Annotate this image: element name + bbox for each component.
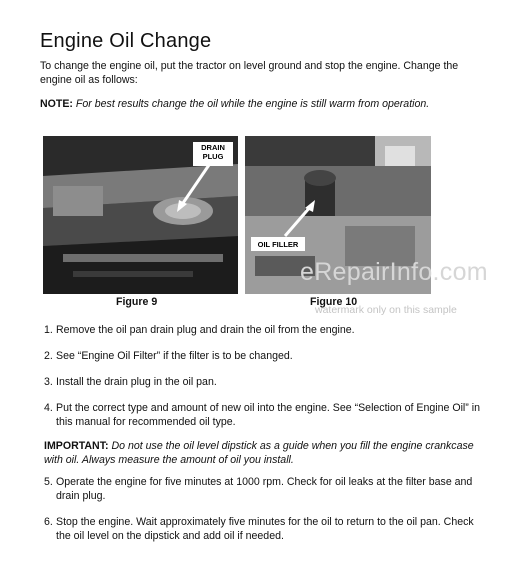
watermark-brand: eRepairInfo.com [300, 258, 488, 286]
step-item [44, 516, 484, 543]
step-number: 6. [44, 516, 53, 528]
step-item [44, 376, 484, 390]
step-item [44, 324, 484, 338]
step-text: See “Engine Oil Filter” if the filter is to be changed. [56, 350, 293, 362]
step-item [44, 350, 484, 364]
figure-9-caption: Figure 9 [116, 296, 158, 308]
step-number: 3. [44, 376, 53, 388]
note-paragraph [40, 98, 490, 112]
step-text: Put the correct type and amount of new oil into the engine. See “Selection of Engine Oil” in this manual for recommended oil type. [56, 402, 481, 428]
important-text: Do not use the oil level dipstick as a guide when you fill the engine crankcase with oil. Always measure the amount of oil you install. [44, 440, 474, 466]
figure-10-caption: Figure 10 [310, 296, 358, 308]
oil-filler-callout: OIL FILLER [257, 240, 299, 249]
step-number: 4. [44, 402, 53, 414]
step-number: 1. [44, 324, 53, 336]
step-text: Install the drain plug in the oil pan. [56, 376, 217, 388]
step-text: Remove the oil pan drain plug and drain the oil from the engine. [56, 324, 355, 336]
step-text: Stop the engine. Wait approximately five minutes for the oil to return to the oil pan. Check the oil level on the dipstick and add oil if needed. [56, 516, 474, 542]
page-title: Engine Oil Change [40, 30, 212, 52]
step-item [44, 476, 484, 503]
important-paragraph [44, 440, 484, 467]
intro-paragraph: To change the engine oil, put the tractor on level ground and stop the engine. Change the engine oil as follows: [40, 60, 459, 86]
step-number: 2. [44, 350, 53, 362]
important-label: IMPORTANT: [44, 440, 109, 452]
step-text: Operate the engine for five minutes at 1000 rpm. Check for oil leaks at the filter base and drain plug. [56, 476, 473, 502]
watermark-sample-note: watermark only on this sample [315, 304, 457, 316]
note-text: For best results change the oil while the engine is still warm from operation. [75, 98, 430, 110]
step-number: 5. [44, 476, 53, 488]
drain-plug-callout: DRAIN PLUG [201, 143, 225, 161]
note-label: NOTE: [40, 98, 73, 110]
step-item [44, 402, 484, 429]
